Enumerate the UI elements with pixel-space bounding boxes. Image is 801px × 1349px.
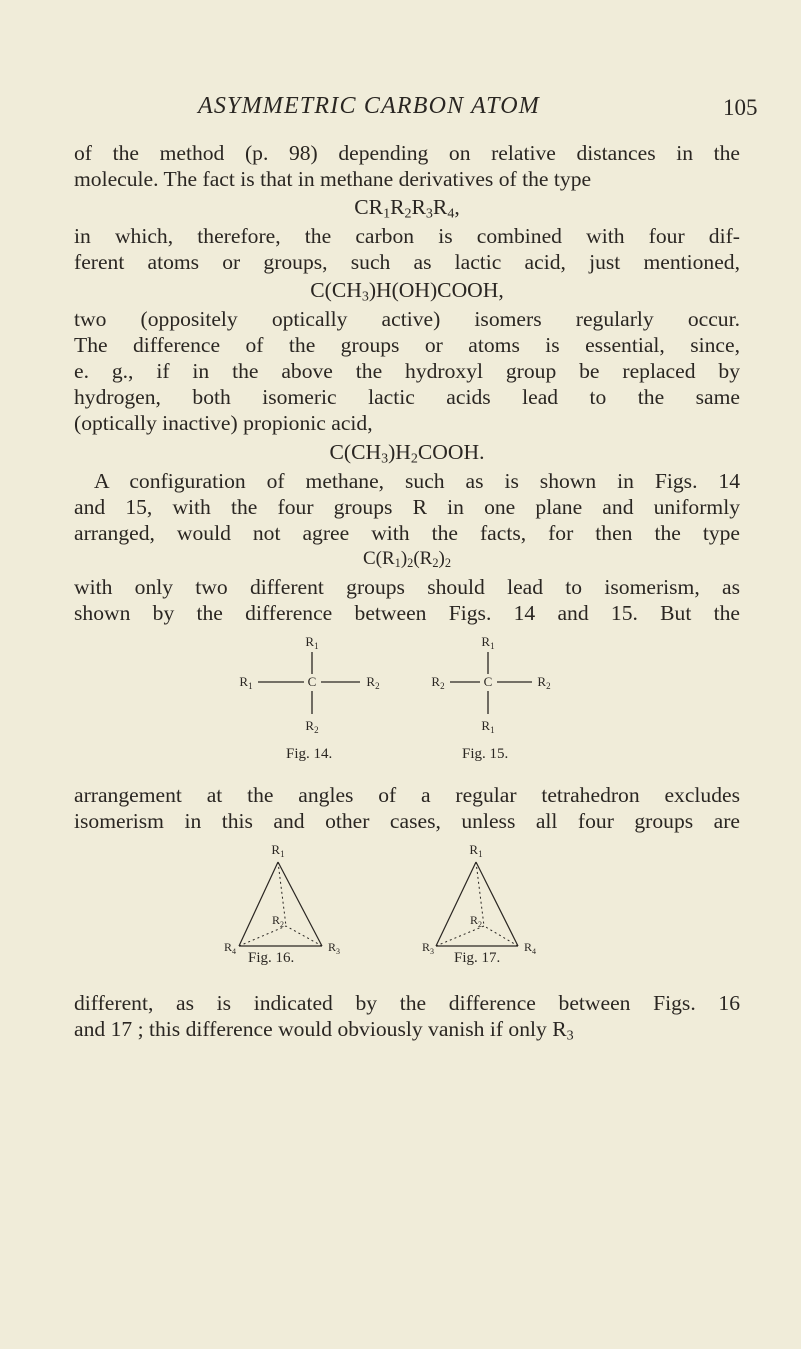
text-line: with only two different groups should lead to isomerism, as bbox=[74, 575, 740, 599]
fig15-bottom-label: $R_1$ bbox=[481, 718, 495, 735]
formula-propionic-acid: $C(CH_3)H_2COOH$. bbox=[329, 440, 485, 467]
formula-cr1r2: $C(R_1)_2(R_2)_2$ bbox=[362, 548, 452, 571]
fig16-right-label: $R_3$ bbox=[327, 940, 341, 956]
text-line: arranged, would not agree with the facts, for then the type bbox=[74, 521, 740, 545]
fig16-back-label: $R_2$ bbox=[271, 913, 285, 929]
fig14-center-label: C bbox=[307, 674, 317, 689]
figure-16 bbox=[223, 838, 386, 968]
fig17-left-label: $R_3$ bbox=[421, 940, 435, 956]
fig14-left-label: $R_1$ bbox=[239, 674, 253, 691]
text-line: in which, therefore, the carbon is combined with four dif- bbox=[74, 224, 740, 248]
fig15-right-label: $R_2$ bbox=[537, 674, 551, 691]
fig16-apex-label: $R_1$ bbox=[271, 842, 285, 859]
running-title: ASYMMETRIC CARBON ATOM bbox=[198, 93, 540, 119]
fig15-center-label: C bbox=[483, 674, 493, 689]
fig14-bottom-label: $R_2$ bbox=[305, 718, 319, 735]
fig14-right-label: $R_2$ bbox=[366, 674, 380, 691]
fig15-top-label: $R_1$ bbox=[481, 634, 495, 651]
text-line: arrangement at the angles of a regular tetrahedron excludes bbox=[74, 783, 740, 807]
fig14-top-label: $R_1$ bbox=[305, 634, 319, 651]
fig17-apex-label: $R_1$ bbox=[469, 842, 483, 859]
text-line: and 17 ; this difference would obviously vanish if only $R_3$ bbox=[74, 1017, 574, 1044]
formula-cr1r2r3r4: $CR_1R_2R_3R_4$, bbox=[354, 195, 460, 222]
text-line: A configuration of methane, such as is shown in Figs. 14 bbox=[94, 469, 740, 493]
fig16-caption: Fig. 16. bbox=[248, 950, 295, 966]
text-line: The difference of the groups or atoms is essential, since, bbox=[74, 333, 740, 357]
fig15-left-label: $R_2$ bbox=[431, 674, 445, 691]
fig17-back-label: $R_2$ bbox=[469, 913, 483, 929]
fig15-caption: Fig. 15. bbox=[462, 746, 509, 762]
text-line: hydrogen, both isomeric lactic acids lead to the same bbox=[74, 385, 740, 409]
figure-14 bbox=[232, 628, 392, 776]
text-line: different, as is indicated by the difference between Figs. 16 bbox=[74, 991, 740, 1015]
text-line: two (oppositely optically active) isomers regularly occur. bbox=[74, 307, 740, 331]
fig14-caption: Fig. 14. bbox=[286, 746, 333, 762]
text-line: and 15, with the four groups R in one plane and uniformly bbox=[74, 495, 740, 519]
page-header bbox=[0, 93, 801, 123]
text-line: molecule. The fact is that in methane derivatives of the type bbox=[74, 167, 592, 191]
text-line: shown by the difference between Figs. 14 and 15. But the bbox=[74, 601, 740, 625]
text-line: ferent atoms or groups, such as lactic acid, just mentioned, bbox=[74, 250, 740, 274]
text-line: e. g., if in the above the hydroxyl group be replaced by bbox=[74, 359, 740, 383]
page-number: 105 bbox=[723, 95, 758, 120]
fig16-left-label: $R_4$ bbox=[223, 940, 237, 956]
fig17-right-label: $R_4$ bbox=[523, 940, 537, 956]
formula-lactic-acid: $C(CH_3)H(OH)COOH$, bbox=[310, 278, 504, 305]
figure-17 bbox=[420, 838, 580, 968]
text-line: isomerism in this and other cases, unless all four groups are bbox=[74, 809, 740, 833]
text-line: (optically inactive) propionic acid, bbox=[74, 411, 373, 435]
figure-15 bbox=[428, 628, 588, 776]
text-line: of the method (p. 98) depending on relative distances in the bbox=[74, 141, 740, 165]
fig17-caption: Fig. 17. bbox=[454, 950, 501, 966]
